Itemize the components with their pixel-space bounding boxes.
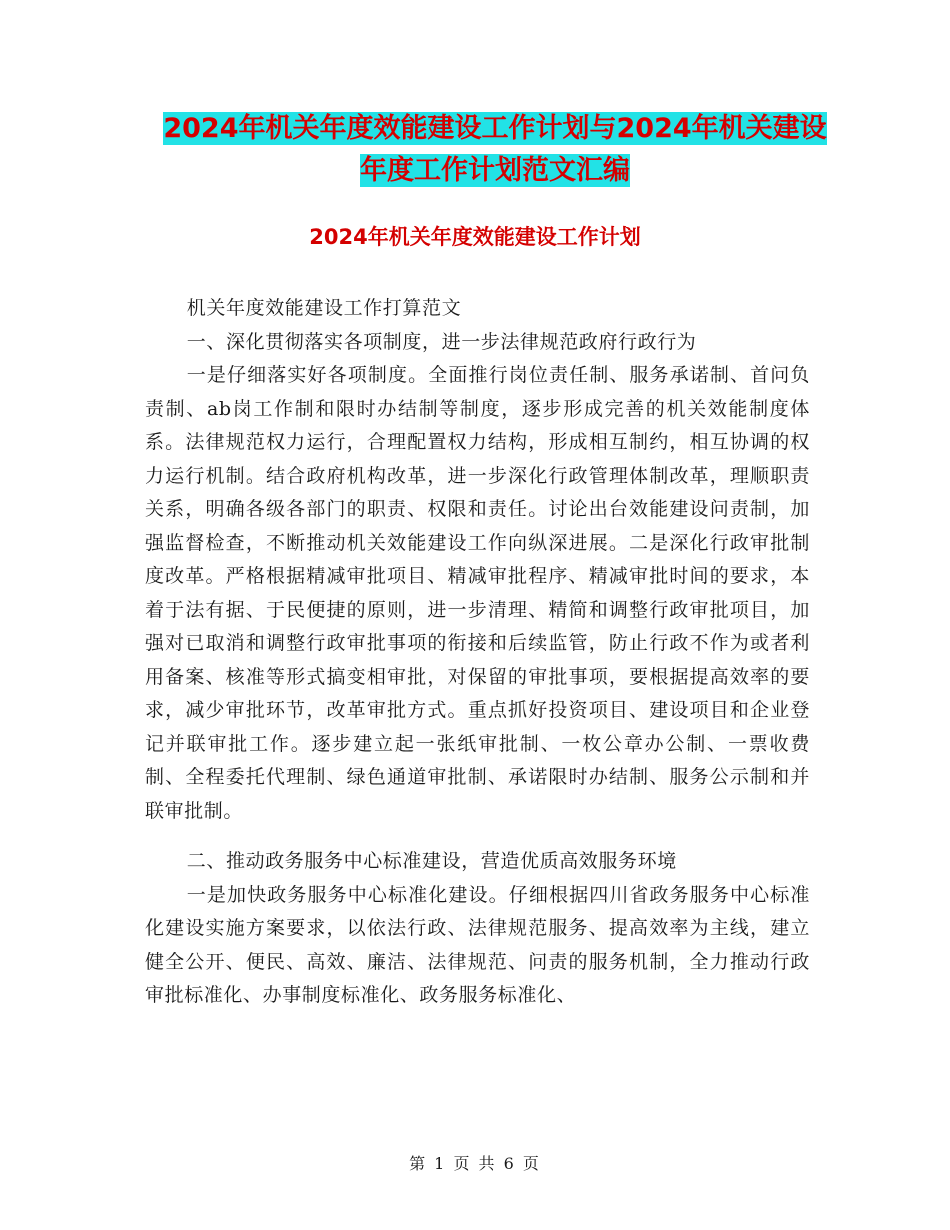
document-body xyxy=(145,292,810,1013)
paragraph-heading-2: 二、推动政务服务中心标准建设，营造优质高效服务环境 xyxy=(186,850,677,872)
paragraph-body-2: 一是加快政务服务中心标准化建设。仔细根据四川省政务服务中心标准化建设实施方案要求，以依法行政、法律规范服务、提高效率为主线，建立健全公开、便民、高效、廉洁、法律规范、问责的服务机制，全力推动行政审批标准化、办事制度标准化、政务服务标准化、 xyxy=(145,883,810,1006)
paragraph-intro: 机关年度效能建设工作打算范文 xyxy=(186,297,462,319)
page-footer: 第 1 页 共 6 页 xyxy=(409,1154,541,1173)
title-line-1: 2024年机关年度效能建设工作计划与2024年机关建设 xyxy=(163,113,827,144)
paragraph-heading-1: 一、深化贯彻落实各项制度，进一步法律规范政府行政行为 xyxy=(186,330,697,353)
paragraph-body-1: 一是仔细落实好各项制度。全面推行岗位责任制、服务承诺制、首问负责制、ab岗工作制和限时办结制等制度，逐步形成完善的机关效能制度体系。法律规范权力运行，合理配置权力结构，形成相互制约，相互协调的权力运行机制。结合政府机构改革，进一步深化行政管理体制改革，理顺职责关系，明确各级各部门的职责、权限和责任。讨论出台效能建设问责制，加强监督检查，不断推动机关效能建设工作向纵深进展。二是深化行政审批制度改革。严格根据精减审批项目、精减审批程序、精减审批时间的要求，本着于法有据、于民便捷的原则，进一步清理、精简和调整行政审批项目，加强对已取消和调整行政审批事项的衔接和后续监管，防止行政不作为或者利用备案、核准等形式搞变相审批，对保留的审批事项，要根据提高效率的要求，减少审批环节，改革审批方式。重点抓好投资项目、建设项目和企业登记并联审批工作。逐步建立起一张纸审批制、一枚公章办公制、一票收费制、全程委托代理制、绿色通道审批制、承诺限时办结制、服务公示制和并联审批制。 xyxy=(145,364,810,822)
section-subtitle: 2024年机关年度效能建设工作计划 xyxy=(309,225,641,249)
document-title xyxy=(140,108,850,192)
title-line-2: 年度工作计划范文汇编 xyxy=(360,155,630,186)
